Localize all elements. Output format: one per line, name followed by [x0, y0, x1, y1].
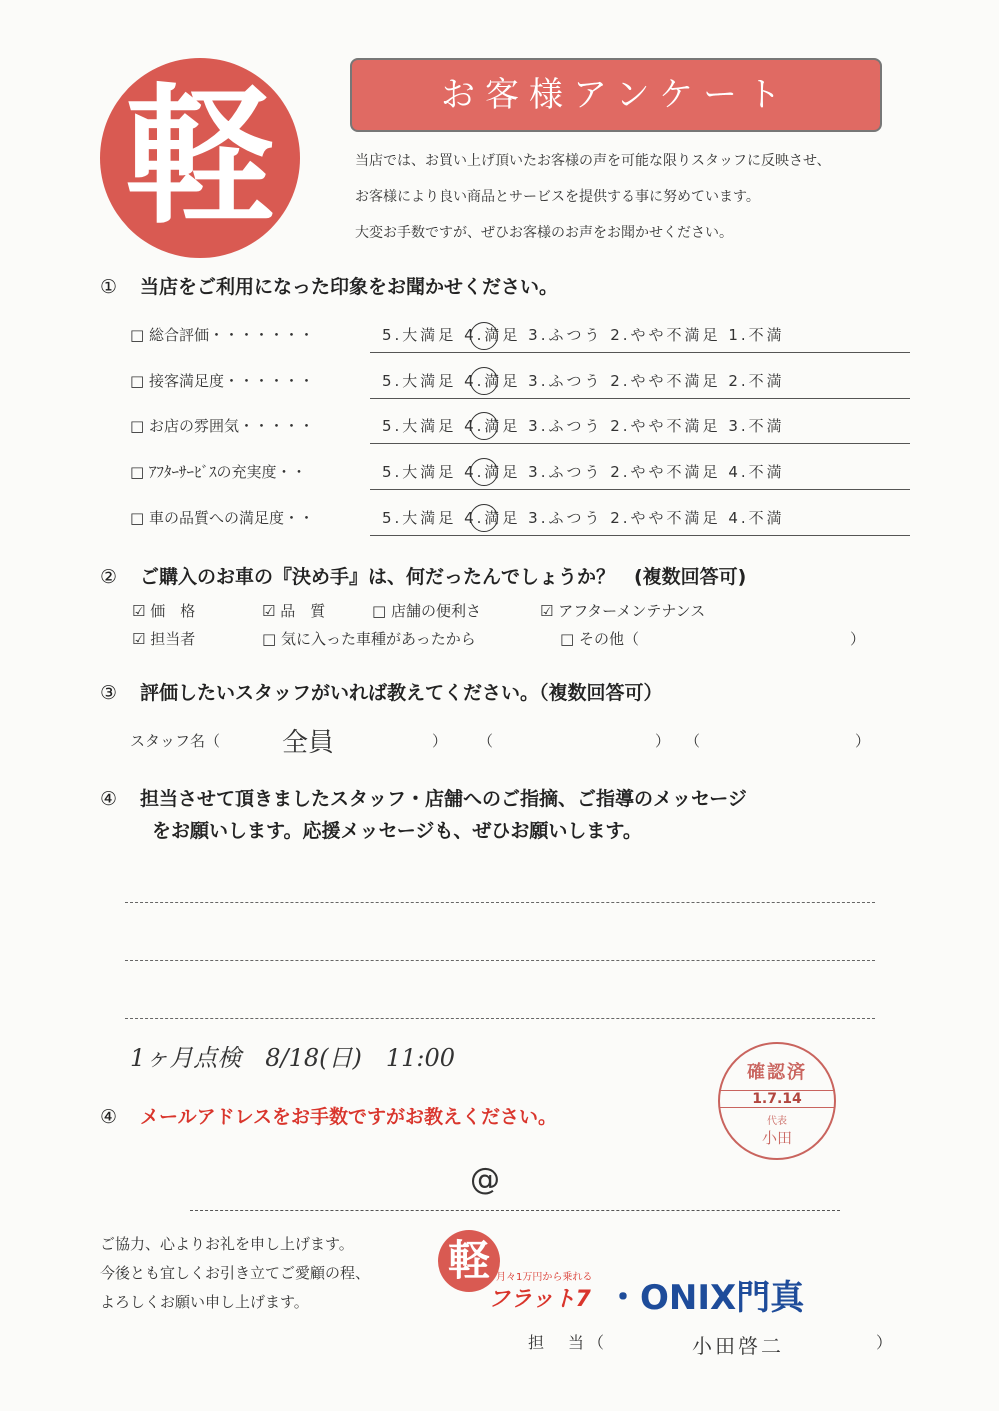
paren-open: （ — [478, 732, 494, 750]
q4-number: ④ — [100, 788, 118, 810]
intro-line-3: 大変お手数ですが、ぜひお客様のお声をお聞かせください。 — [355, 225, 733, 241]
stamp-top-text: 確認済 — [747, 1062, 807, 1083]
rating-options: 5.大満足 4.満足 3.ふつう 2.やや不満足 1.不満 — [382, 326, 785, 344]
q3-heading — [100, 678, 663, 705]
staff-name-label: スタッフ名（ — [130, 732, 221, 750]
logo-tagline: 月々1万円から乗れる — [496, 1272, 593, 1283]
row-underline — [370, 443, 910, 444]
paren-close: ） — [855, 732, 871, 750]
q2-heading — [100, 562, 746, 589]
footer-line-1: ご協力、心よりお礼を申し上げます。 — [100, 1235, 354, 1253]
row-underline — [370, 535, 910, 536]
paren-close: ） — [432, 732, 448, 750]
tanto-name-handwritten[interactable]: 小田啓二 — [692, 1334, 784, 1358]
rating-options: 5.大満足 4.満足 3.ふつう 2.やや不満足 4.不満 — [382, 463, 785, 481]
footer-line-3: よろしくお願い申し上げます。 — [100, 1293, 309, 1311]
logo-brand: ONIX門真 — [640, 1278, 805, 1318]
selection-circle — [470, 412, 498, 440]
message-line[interactable] — [125, 902, 875, 903]
q1-row-service[interactable] — [130, 366, 910, 396]
intro-line-1: 当店では、お買い上げ頂いたお客様の声を可能な限りスタッフに反映させ、 — [355, 153, 831, 169]
checkbox-store-convenience[interactable]: □ 店舗の便利さ — [372, 602, 481, 620]
kei-stamp-logo: 軽 — [100, 58, 300, 258]
logo-flat7: フラット7 — [488, 1287, 591, 1312]
rating-options: 5.大満足 4.満足 3.ふつう 2.やや不満足 3.不満 — [382, 417, 785, 435]
q5-title: メールアドレスをお手数ですがお教えください。 — [140, 1106, 558, 1128]
q3-number: ③ — [100, 682, 118, 704]
stamp-name: 小田 — [761, 1129, 792, 1147]
email-line[interactable] — [190, 1210, 840, 1211]
checkbox-staff[interactable]: ☑ 担当者 — [132, 630, 196, 648]
selection-circle — [470, 458, 498, 486]
checkbox-liked-model[interactable]: □ 気に入った車種があったから — [262, 630, 476, 648]
q3-title: 評価したいスタッフがいれば教えてください。（複数回答可） — [140, 682, 663, 704]
stamp-role: 代表 — [767, 1116, 787, 1127]
tanto-label: 担 当（ — [528, 1333, 609, 1352]
intro-line-2: お客様により良い商品とサービスを提供する事に努めています。 — [355, 189, 760, 205]
rating-options: 5.大満足 4.満足 3.ふつう 2.やや不満足 4.不満 — [382, 509, 785, 527]
selection-circle — [470, 504, 498, 532]
q1-row-aftercare[interactable] — [130, 457, 910, 487]
q1-row-overall[interactable] — [130, 320, 910, 350]
checkbox-quality[interactable]: ☑ 品 質 — [262, 602, 326, 620]
q5-number: ④ — [100, 1106, 118, 1128]
logo-kei-icon: 軽 — [438, 1230, 500, 1292]
q4-title-line1: 担当させて頂きましたスタッフ・店舗へのご指摘、ご指導のメッセージ — [140, 788, 747, 810]
q1-number: ① — [100, 276, 118, 298]
row-label: □ 車の品質への満足度・・ — [130, 509, 314, 527]
q2-number: ② — [100, 566, 118, 588]
q1-row-atmosphere[interactable] — [130, 411, 910, 441]
selection-circle — [470, 322, 498, 350]
q5-heading — [100, 1102, 557, 1129]
checkbox-other[interactable]: □ その他（ — [560, 630, 639, 648]
row-label: □ 総合評価・・・・・・・ — [130, 326, 314, 344]
q4-title-line2: をお願いします。応援メッセージも、ぜひお願いします。 — [152, 820, 642, 842]
message-line[interactable] — [125, 1018, 875, 1019]
q4-heading — [100, 784, 747, 811]
paren-close: ） — [655, 732, 671, 750]
paren-close: ） — [876, 1333, 893, 1352]
staff-name-handwritten[interactable]: 全員 — [282, 728, 335, 758]
row-underline — [370, 489, 910, 490]
row-label: □ お店の雰囲気・・・・・ — [130, 417, 314, 435]
paren-open: （ — [685, 732, 701, 750]
page-title: お客様アンケート — [350, 58, 882, 132]
selection-circle — [470, 367, 498, 395]
logo-dot: ・ — [606, 1278, 640, 1318]
checkbox-price[interactable]: ☑ 価 格 — [132, 602, 196, 620]
stamp-date: 1.7.14 — [720, 1090, 834, 1108]
paren-close: ） — [850, 630, 866, 648]
row-label: □ ｱﾌﾀｰｻｰﾋﾞｽの充実度・・ — [130, 463, 307, 481]
checkbox-aftermaintenance[interactable]: ☑ アフターメンテナンス — [540, 602, 706, 620]
row-underline — [370, 398, 910, 399]
rating-options: 5.大満足 4.満足 3.ふつう 2.やや不満足 2.不満 — [382, 372, 785, 390]
at-sign: @ — [470, 1162, 500, 1197]
q1-title: 当店をご利用になった印象をお聞かせください。 — [140, 276, 559, 298]
message-line[interactable] — [125, 960, 875, 961]
footer-line-2: 今後とも宜しくお引き立てご愛顧の程、 — [100, 1264, 371, 1282]
q2-title: ご購入のお車の『決め手』は、何だったんでしょうか？ (複数回答可) — [140, 566, 747, 588]
row-underline — [370, 352, 910, 353]
handwritten-message[interactable]: 1ヶ月点検 8/18(日) 11:00 — [130, 1044, 456, 1072]
q1-heading — [100, 272, 558, 299]
row-label: □ 接客満足度・・・・・・ — [130, 372, 314, 390]
confirmed-stamp — [718, 1042, 836, 1160]
q1-row-quality[interactable] — [130, 503, 910, 533]
